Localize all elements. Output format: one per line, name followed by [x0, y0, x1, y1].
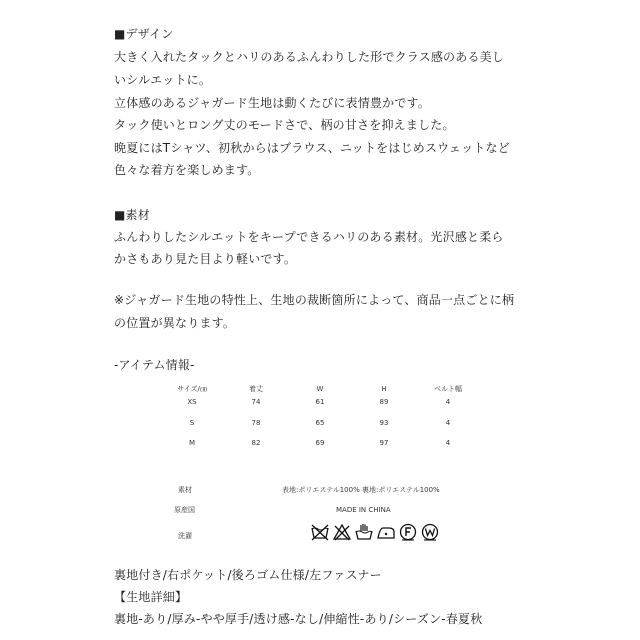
table-cell: M: [188, 439, 196, 447]
design-line-4: タック使いとロング丈のモードさで、柄の甘さを抑えました。: [114, 118, 455, 132]
no-bleach-icon: [332, 522, 352, 542]
table-cell: 4: [445, 398, 451, 406]
features-line: 裏地付き/右ポケット/後ろゴム仕様/左ファスナー: [114, 568, 382, 582]
table-cell: 74: [251, 398, 261, 406]
material-line-2: かさもあり見た目より軽いです。: [114, 252, 297, 266]
no-wash-icon: [310, 522, 330, 542]
iron-low-icon: [376, 522, 396, 542]
material-line-1: ふんわりしたシルエットをキープできるハリのある素材。光沢感と柔ら: [114, 230, 504, 244]
design-line-1: 大きく入れたタックとハリのあるふんわりした形でクラス感のある美し: [114, 50, 505, 64]
care-icons: [310, 522, 440, 542]
table-cell: 61: [315, 398, 325, 406]
hand-wash-icon: [354, 522, 374, 542]
origin-value: MADE IN CHINA: [336, 506, 391, 514]
fabric-details-heading: 【生地詳細】: [114, 590, 188, 604]
design-line-6: 色々な着方を楽しめます。: [114, 163, 260, 177]
dry-clean-f-icon: [398, 522, 418, 542]
table-cell: 97: [379, 439, 389, 447]
table-cell: XS: [187, 398, 197, 406]
table-cell: 4: [445, 419, 451, 427]
table-cell: 82: [251, 439, 261, 447]
note-line-2: の位置が異なります。: [114, 316, 236, 330]
header-size: サイズ/㎝: [177, 385, 207, 393]
header-belt: ベルト幅: [434, 385, 462, 393]
fabric-details-line: 裏地-あり/厚み-やや厚手/透け感-なし/伸縮性-あり/シーズン-春夏秋: [114, 612, 483, 626]
table-cell: 89: [379, 398, 389, 406]
table-cell: 78: [251, 419, 261, 427]
design-line-5: 晩夏にはTシャツ、初秋からはブラウス、ニットをはじめスウェットなど: [114, 141, 510, 155]
table-cell: 4: [445, 439, 451, 447]
table-cell: 65: [315, 419, 325, 427]
header-length: 着丈: [249, 385, 263, 393]
wash-label: 洗濯: [178, 532, 192, 540]
design-line-3: 立体感のあるジャガード生地は動くたびに表情豊かです。: [114, 96, 431, 110]
table-cell: 93: [379, 419, 389, 427]
item-info-title: -アイテム情報-: [114, 358, 195, 372]
material-value: 表地:ポリエステル100% 裏地:ポリエステル100%: [282, 486, 440, 494]
origin-label: 原産国: [174, 506, 195, 514]
design-heading: ■デザイン: [114, 27, 174, 41]
header-waist: W: [316, 385, 324, 393]
table-cell: 69: [315, 439, 325, 447]
design-line-2: いシルエットに。: [114, 73, 212, 87]
table-cell: S: [189, 419, 195, 427]
wet-clean-w-icon: [420, 522, 440, 542]
material-heading: ■素材: [114, 208, 150, 222]
note-line-1: ※ジャガード生地の特性上、生地の裁断箇所によって、商品一点ごとに柄: [114, 293, 515, 307]
header-hip: H: [381, 385, 387, 393]
material-label: 素材: [178, 486, 192, 494]
